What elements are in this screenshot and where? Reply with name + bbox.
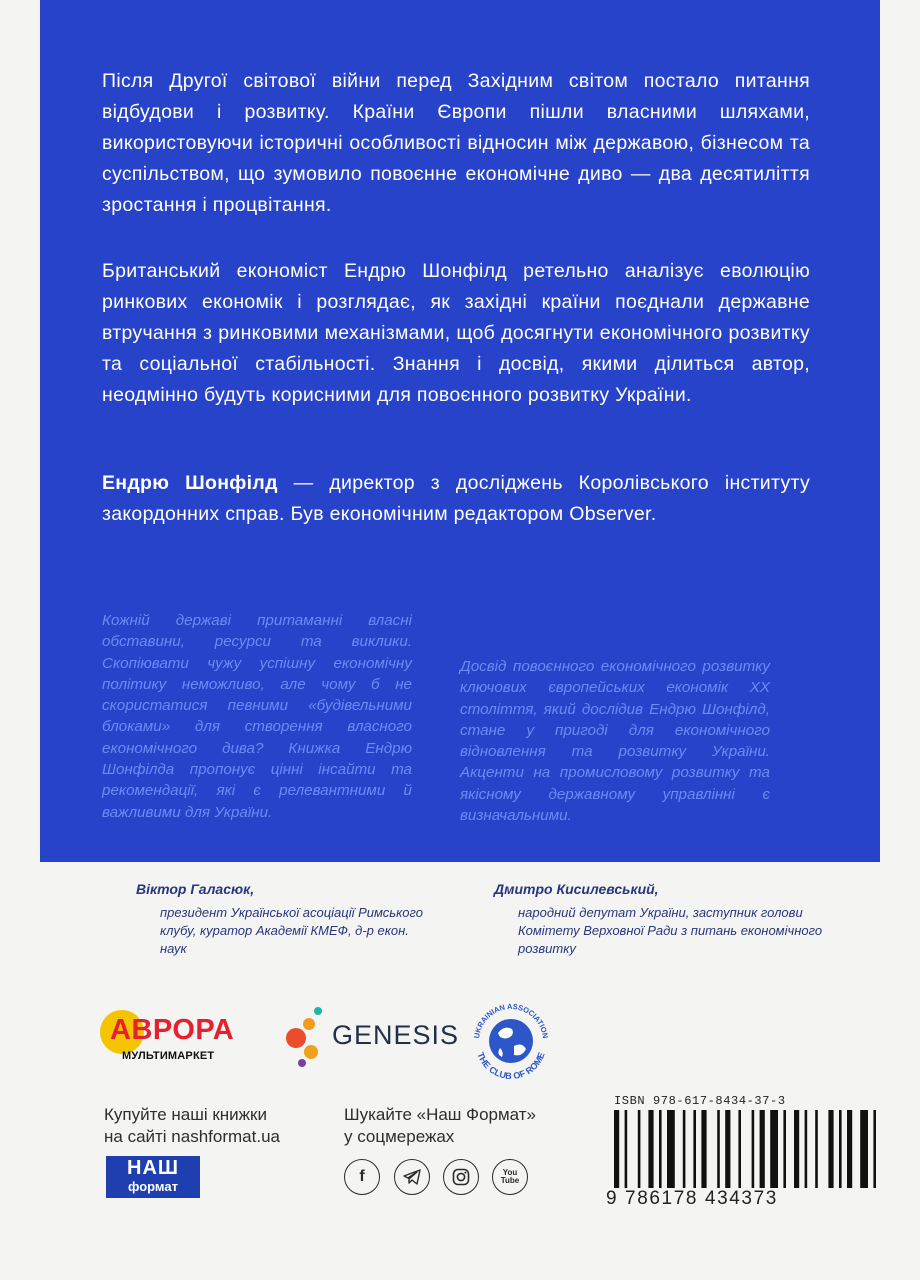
signature-name: Віктор Галасюк xyxy=(136,881,251,897)
club-bottom-text: THE CLUB OF ROME xyxy=(475,1050,547,1082)
youtube-glyph xyxy=(501,1169,520,1185)
telegram-plane-icon xyxy=(403,1169,421,1185)
barcode-bar xyxy=(648,1110,653,1188)
barcode-bar xyxy=(693,1110,696,1188)
barcode-bar xyxy=(717,1110,720,1188)
back-cover xyxy=(40,0,880,1280)
signature-kysylevskyi: Дмитро Кисилевський, народний депутат України, заступник голови Комітету Верховної Ради з питань економічного розвитку xyxy=(464,880,844,958)
ean-text: 9 786178 434373 xyxy=(606,1188,778,1209)
club-of-rome-globe-icon xyxy=(470,1000,552,1082)
barcode-bar xyxy=(847,1110,852,1188)
barcode-bar xyxy=(752,1110,755,1188)
blue-panel xyxy=(40,0,880,862)
youtube-bottom: Tube xyxy=(500,1176,520,1185)
barcode-bar xyxy=(683,1110,686,1188)
instagram-icon[interactable] xyxy=(443,1159,479,1195)
find-line-2: у соцмережах xyxy=(344,1127,455,1146)
barcode-bar xyxy=(738,1110,741,1188)
isbn-text: ISBN 978-617-8434-37-3 xyxy=(614,1094,786,1108)
avrora-wordmark: АВРОРА xyxy=(110,1014,235,1046)
barcode-bar xyxy=(614,1110,619,1188)
barcode-bar xyxy=(760,1110,765,1188)
barcode-bar xyxy=(725,1110,730,1188)
barcode-bar xyxy=(873,1110,876,1188)
barcode-bar xyxy=(701,1110,706,1188)
barcode-bar xyxy=(805,1110,808,1188)
youtube-icon[interactable] xyxy=(492,1159,528,1195)
barcode-bar xyxy=(860,1110,868,1188)
author-bio: — директор з досліджень Королівського інституту закордонних справ. Був економічним редактором Observer. xyxy=(102,472,811,525)
barcode-bar xyxy=(783,1110,786,1188)
publisher-logo xyxy=(106,1156,200,1198)
quote-galasyuk: Кожній державі притаманні власні обставини, ресурси та виклики. Скопіювати чужу успішну економічну політику неможливо, але чому б не скористатися певними «будівельними блоками» для створення власного економічного дива? Книжка Ендрю Шонфілда пропонує цінні інсайти та рекомендації, які є релевантними й важливими для України. xyxy=(102,612,412,821)
barcode-bar xyxy=(625,1110,628,1188)
signature-role: президент Української асоціації Римського клубу, куратор Академії КМЕФ, д-р екон. наук xyxy=(160,905,423,956)
avrora-logo xyxy=(100,1010,280,1068)
barcode-bar xyxy=(839,1110,842,1188)
facebook-icon[interactable] xyxy=(344,1159,380,1195)
genesis-logo xyxy=(282,1002,462,1072)
signature-galasyuk: Віктор Галасюк, президент Української асоціації Римського клубу, куратор Академії КМЕФ, д-р екон. наук xyxy=(106,880,436,958)
barcode-bar xyxy=(770,1110,778,1188)
author-name: Ендрю Шонфілд xyxy=(102,472,278,494)
quote-kysylevskyi: Досвід повоєнного економічного розвитку ключових європейських економік XX століття, який дослідив Ендрю Шонфілд, стане у пригоді для економічного відновлення та розвитку України. Акценти на промисловому розвитку та якісному державному управлінні є визначальними. xyxy=(460,658,770,825)
description-paragraph-2: Британський економіст Ендрю Шонфілд ретельно аналізує еволюцію ринкових економік і розглядає, як західні країни поєднали державне втручання з ринковими механізмами, щоб досягнути економічного розвитку та соціальної стабільності. Знання і досвід, якими ділиться автор, неодмінно будуть корисними для повоєнного розвитку України. xyxy=(102,260,810,406)
barcode-bar xyxy=(667,1110,675,1188)
genesis-wordmark: GENESIS xyxy=(332,1020,460,1050)
facebook-glyph: f xyxy=(359,1168,365,1185)
buy-text xyxy=(104,1104,344,1148)
youtube-top: You xyxy=(502,1168,518,1177)
signature-role: народний депутат України, заступник голови Комітету Верховної Ради з питань економічного розвитку xyxy=(518,905,823,956)
description-paragraph-1: Після Другої світової війни перед Західним світом постало питання відбудови і розвитку. Країни Європи пішли власними шляхами, використовуючи історичні особливості відносин між державою, бізнесом та суспільством, що зумовило повоєнне економічне диво — два десятиліття зростання і процвітання. xyxy=(102,70,810,216)
barcode-bar xyxy=(794,1110,799,1188)
club-of-rome-logo xyxy=(470,1000,552,1082)
buy-line-1: Купуйте наші книжки xyxy=(104,1105,267,1124)
signature-name: Дмитро Кисилевський xyxy=(494,881,655,897)
club-top-text: UKRAINIAN ASSOCIATION xyxy=(472,1001,550,1039)
avrora-subtitle: МУЛЬТИМАРКЕТ xyxy=(122,1050,215,1062)
barcode-bar xyxy=(815,1110,818,1188)
buy-line-2: на сайті nashformat.ua xyxy=(104,1127,280,1146)
find-line-1: Шукайте «Наш Формат» xyxy=(344,1105,537,1124)
publisher-logo-line-2: формат xyxy=(128,1179,178,1194)
find-text xyxy=(344,1104,604,1148)
barcode-bar xyxy=(638,1110,641,1188)
barcode-bar xyxy=(659,1110,662,1188)
telegram-icon[interactable] xyxy=(394,1159,430,1195)
publisher-logo-line-1: НАШ xyxy=(127,1157,179,1179)
barcode-bar xyxy=(828,1110,833,1188)
genesis-dots-icon xyxy=(282,1002,332,1072)
instagram-camera-icon xyxy=(452,1168,470,1186)
author-paragraph xyxy=(102,468,810,530)
barcode xyxy=(610,1110,880,1188)
